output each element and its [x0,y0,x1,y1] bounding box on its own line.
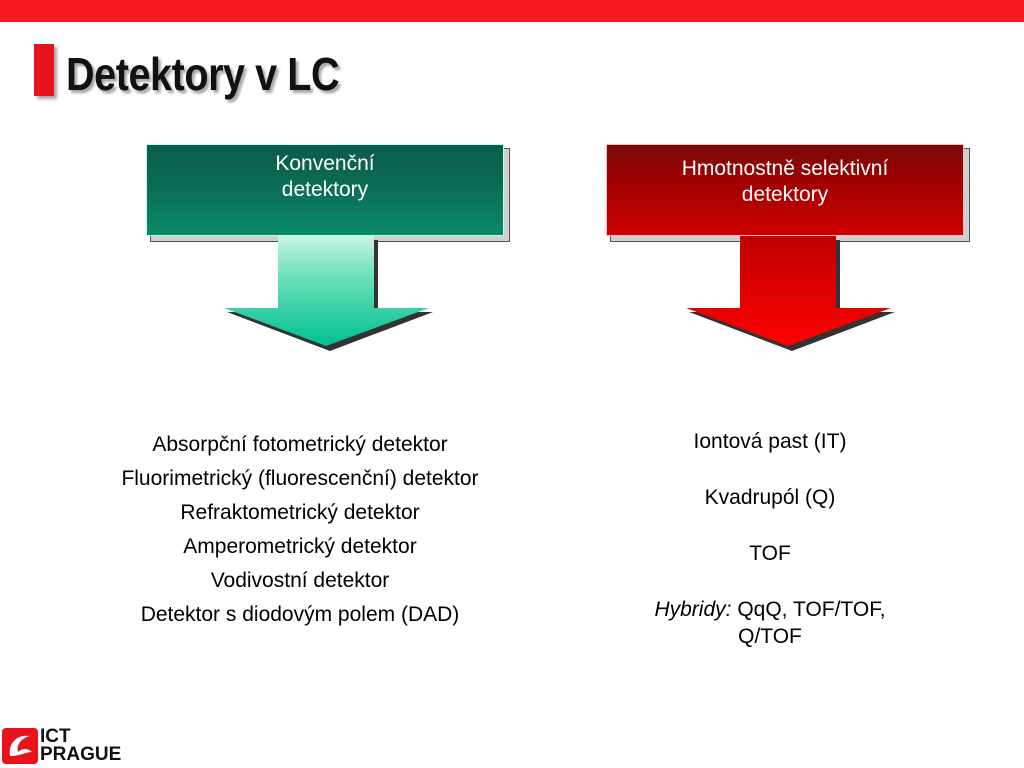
slide-title: Detektory v LC [66,48,340,100]
list-item: Detektor s diodovým polem (DAD) [140,603,460,626]
green-down-arrow [224,236,434,352]
logo-text [40,728,121,764]
list-item: Vodivostní detektor [210,569,390,592]
mass-selective-detectors-label [607,156,963,208]
conventional-detectors-label [147,151,503,203]
logo-line1: ICT [40,726,71,747]
mass-selective-detectors-line2: detektory [741,183,829,206]
conventional-detectors-box [146,144,504,236]
hybrid-value-line2: Q/TOF [738,625,802,648]
list-item: Iontová past (IT) [693,430,847,453]
hybrid-label: Hybridy: [654,598,732,621]
conventional-detectors-line2: detektory [281,178,369,201]
conventional-detectors-line1: Konvenční [275,152,375,175]
mass-selective-detectors-box [606,144,964,236]
hybrid-value: QqQ, TOF/TOF, [737,598,886,621]
list-item: Absorpční fotometrický detektor [152,433,448,456]
mass-selective-detectors-list [600,428,940,650]
list-item: Kvadrupól (Q) [704,486,836,509]
top-accent-bar [0,0,1024,22]
list-item: Refraktometrický detektor [180,501,420,524]
ict-prague-logo-icon [2,726,38,766]
list-item: TOF [749,542,791,565]
title-marker [34,44,54,96]
list-item: Amperometrický detektor [183,535,417,558]
mass-selective-detectors-line1: Hmotnostně selektivní [681,157,889,180]
hybrid-item [600,596,940,623]
conventional-detectors-list [70,428,530,632]
red-down-arrow [686,236,896,352]
logo-line2: PRAGUE [40,744,122,765]
list-item: Fluorimetrický (fluorescenční) detektor [121,467,479,490]
